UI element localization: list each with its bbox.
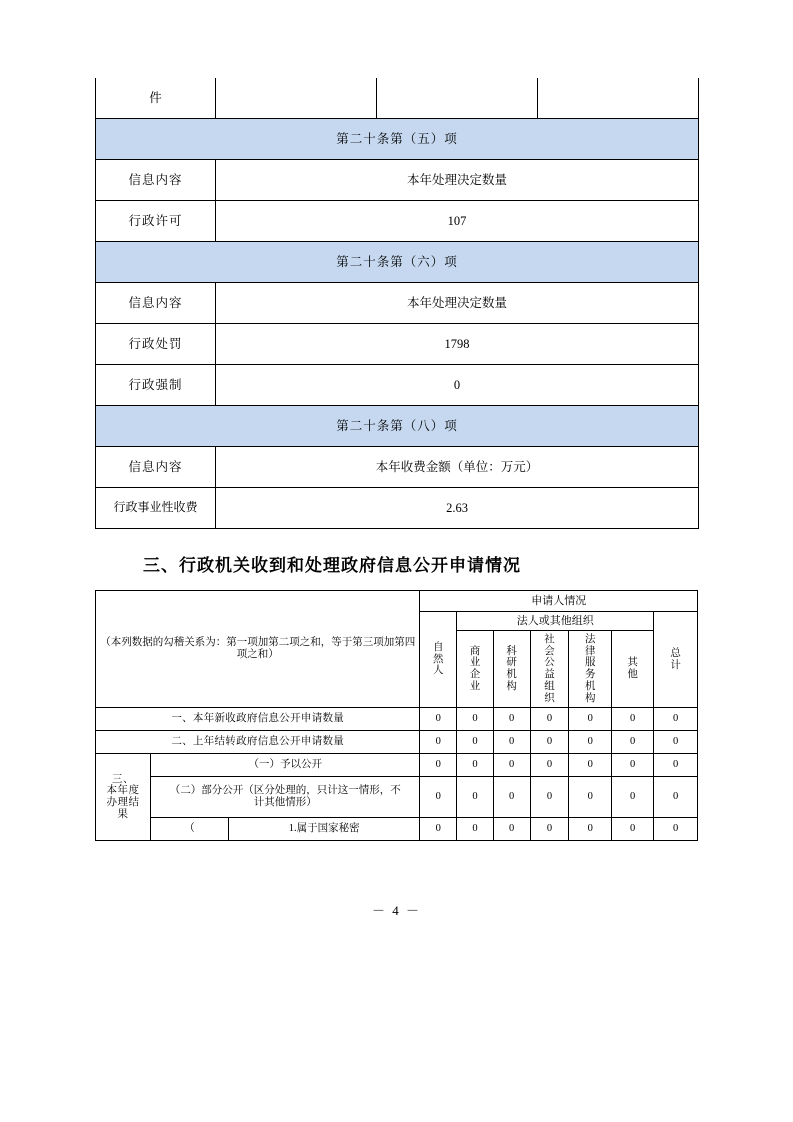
info-value-5: 本年处理决定数量 <box>216 160 699 201</box>
col-header-other: 其 他 <box>611 631 653 708</box>
row-label-penalty: 行政处罚 <box>96 324 216 365</box>
row-label-annual-results: 三、 本年度 办理结 果 <box>96 754 151 841</box>
table-row <box>96 708 698 731</box>
page-title: 三、行政机关收到和处理政府信息公开申请情况 <box>143 556 521 575</box>
legal-entity-group-header: 法人或其他组织 <box>457 612 654 631</box>
continued-cell-3 <box>377 78 538 119</box>
cell-partial-public-welfare: 0 <box>530 777 569 818</box>
row-value-coercion: 0 <box>216 365 699 406</box>
row-label-state-secret: 1.属于国家秘密 <box>228 818 419 841</box>
table-row <box>96 818 698 841</box>
col-header-legal-service: 法 律 服 务 机 构 <box>569 631 611 708</box>
table-row <box>96 365 699 406</box>
col-header-public-welfare: 社 会 公 益 组 织 <box>530 631 569 708</box>
table-group-header-row <box>96 119 699 160</box>
table-row-continued <box>96 78 699 119</box>
table-row <box>96 201 699 242</box>
group-header-5: 第二十条第（五）项 <box>96 119 699 160</box>
cell-new-received-other: 0 <box>611 708 653 731</box>
row-value-penalty: 1798 <box>216 324 699 365</box>
row-label-coercion: 行政强制 <box>96 365 216 406</box>
info-value-8: 本年收费金额（单位：万元） <box>216 447 699 488</box>
cell-state-secret-public-welfare: 0 <box>530 818 569 841</box>
continued-cell-4 <box>538 78 699 119</box>
disclosure-statistics-table <box>95 78 699 529</box>
cell-state-secret-research: 0 <box>493 818 530 841</box>
continued-cell-2 <box>216 78 377 119</box>
cell-partial-legal-service: 0 <box>569 777 611 818</box>
cell-state-secret-total: 0 <box>654 818 698 841</box>
cell-state-secret-commercial: 0 <box>457 818 494 841</box>
continued-cell-label: 件 <box>96 78 216 119</box>
cell-carried-over-total: 0 <box>654 731 698 754</box>
info-label-6: 信息内容 <box>96 283 216 324</box>
row-label-disclose: （一）予以公开 <box>151 754 420 777</box>
table-row <box>96 777 698 818</box>
cell-carried-over-public-welfare: 0 <box>530 731 569 754</box>
cell-carried-over-other: 0 <box>611 731 653 754</box>
table-row <box>96 731 698 754</box>
cell-disclose-legal-service: 0 <box>569 754 611 777</box>
cell-new-received-legal-service: 0 <box>569 708 611 731</box>
cell-new-received-research: 0 <box>493 708 530 731</box>
row-value-permit: 107 <box>216 201 699 242</box>
prompt-note: （本列数据的勾稽关系为：第一项加第二项之和，等于第三项加第四项之和） <box>96 591 420 708</box>
cell-disclose-commercial: 0 <box>457 754 494 777</box>
table-group-header-row <box>96 406 699 447</box>
row-value-fees: 2.63 <box>216 488 699 529</box>
cell-state-secret-natural: 0 <box>420 818 457 841</box>
cell-new-received-commercial: 0 <box>457 708 494 731</box>
cell-state-secret-other: 0 <box>611 818 653 841</box>
group-header-6: 第二十条第（六）项 <box>96 242 699 283</box>
cell-disclose-total: 0 <box>654 754 698 777</box>
cell-partial-natural: 0 <box>420 777 457 818</box>
cell-new-received-natural: 0 <box>420 708 457 731</box>
col-header-total: 总 计 <box>654 612 698 708</box>
cell-disclose-public-welfare: 0 <box>530 754 569 777</box>
table-row <box>96 488 699 529</box>
row-label-permit: 行政许可 <box>96 201 216 242</box>
col-header-commercial: 商 业 企 业 <box>457 631 494 708</box>
info-label-8: 信息内容 <box>96 447 216 488</box>
applicant-group-header: 申请人情况 <box>420 591 698 612</box>
cell-new-received-total: 0 <box>654 708 698 731</box>
table-row <box>96 754 698 777</box>
table-group-header-row <box>96 242 699 283</box>
cell-new-received-public-welfare: 0 <box>530 708 569 731</box>
page-number: － 4 － <box>371 903 421 918</box>
col-header-research: 科 研 机 构 <box>493 631 530 708</box>
cell-carried-over-natural: 0 <box>420 731 457 754</box>
info-value-6: 本年处理决定数量 <box>216 283 699 324</box>
cell-carried-over-legal-service: 0 <box>569 731 611 754</box>
cell-state-secret-legal-service: 0 <box>569 818 611 841</box>
info-label-5: 信息内容 <box>96 160 216 201</box>
row-label-bracket: （ <box>151 818 229 841</box>
row-label-carried-over: 二、上年结转政府信息公开申请数量 <box>96 731 420 754</box>
row-label-new-received: 一、本年新收政府信息公开申请数量 <box>96 708 420 731</box>
row-label-fees: 行政事业性收费 <box>96 488 216 529</box>
col-header-natural-person: 自 然 人 <box>420 612 457 708</box>
table-row <box>96 160 699 201</box>
table-header-row-1 <box>96 591 698 612</box>
cell-disclose-natural: 0 <box>420 754 457 777</box>
cell-carried-over-research: 0 <box>493 731 530 754</box>
cell-partial-other: 0 <box>611 777 653 818</box>
table-row <box>96 447 699 488</box>
row-label-partial-disclose: （二）部分公开（区分处理的，只计这一情形，不计其他情形） <box>151 777 420 818</box>
table-row <box>96 324 699 365</box>
cell-disclose-other: 0 <box>611 754 653 777</box>
applications-table <box>95 590 698 841</box>
group-header-8: 第二十条第（八）项 <box>96 406 699 447</box>
cell-disclose-research: 0 <box>493 754 530 777</box>
cell-partial-research: 0 <box>493 777 530 818</box>
cell-partial-commercial: 0 <box>457 777 494 818</box>
table-row <box>96 283 699 324</box>
cell-partial-total: 0 <box>654 777 698 818</box>
cell-carried-over-commercial: 0 <box>457 731 494 754</box>
